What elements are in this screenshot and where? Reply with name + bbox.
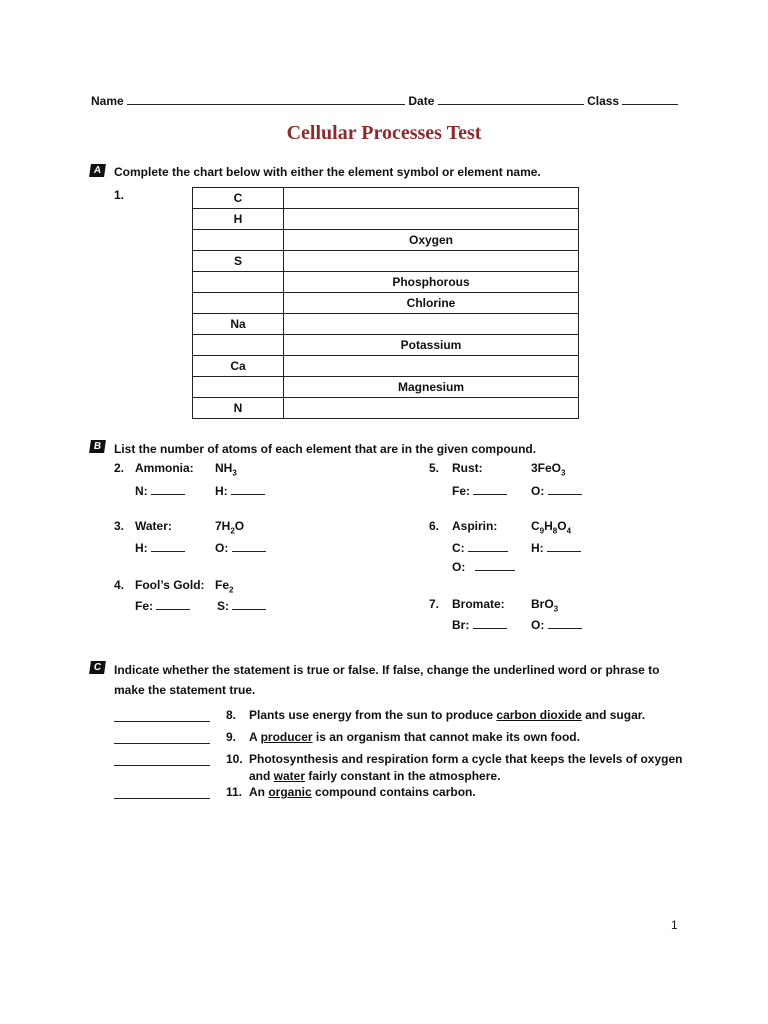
symbol-cell[interactable]: Ca (193, 356, 284, 377)
q6-formula (531, 519, 571, 535)
name-cell[interactable] (284, 356, 579, 377)
symbol-cell[interactable] (193, 293, 284, 314)
answer-label: N: (135, 484, 148, 498)
q5-number: 5. (429, 461, 440, 475)
formula-sub: 3 (561, 468, 566, 478)
table-row (193, 272, 579, 293)
symbol-cell[interactable] (193, 335, 284, 356)
section-c-instruction-1: Indicate whether the statement is true or false. If false, change the underlined word or phrase to (114, 663, 660, 677)
answer-blank[interactable] (232, 539, 266, 552)
q10-answer-blank[interactable] (114, 753, 210, 766)
symbol-cell[interactable]: C (193, 188, 284, 209)
answer-blank[interactable] (548, 482, 582, 495)
q8-answer-blank[interactable] (114, 709, 210, 722)
answer-label: Fe: (135, 599, 153, 613)
answer-label: Fe: (452, 484, 470, 498)
q11-number: 11. (226, 785, 243, 799)
answer-blank[interactable] (232, 597, 266, 610)
q6-answer-3 (452, 558, 515, 574)
formula-part: BrO (531, 597, 554, 611)
q4-label: Fool’s Gold: (135, 578, 205, 592)
q6-label: Aspirin: (452, 519, 498, 533)
name-cell[interactable]: Potassium (284, 335, 579, 356)
q8-number: 8. (226, 708, 237, 722)
q3-label: Water: (135, 519, 172, 533)
formula-part: 7H (215, 519, 231, 533)
q2-formula (215, 461, 237, 477)
q7-answer-1 (452, 616, 507, 632)
q9-number: 9. (226, 730, 237, 744)
formula-sub: 2 (229, 585, 234, 595)
section-c-icon: C (89, 661, 106, 674)
table-row (193, 251, 579, 272)
q2-number: 2. (114, 461, 125, 475)
formula-sub: 3 (553, 604, 559, 614)
q6-answer-1 (452, 539, 508, 555)
underlined-term: carbon dioxide (496, 708, 582, 722)
header-line (91, 92, 678, 108)
name-label: Name (91, 94, 124, 108)
underlined-term: organic (268, 785, 312, 799)
element-table (192, 187, 579, 419)
symbol-cell[interactable] (193, 377, 284, 398)
name-cell[interactable]: Phosphorous (284, 272, 579, 293)
q7-answer-2 (531, 616, 582, 632)
statement-text: and sugar. (581, 708, 646, 722)
statement-text: is an organism that cannot make its own food. (312, 730, 580, 744)
q3-answer-1 (135, 539, 185, 555)
q3-number: 3. (114, 519, 125, 533)
q5-answer-1 (452, 482, 507, 498)
formula-part: Fe (215, 578, 230, 592)
symbol-cell[interactable]: Na (193, 314, 284, 335)
q7-formula (531, 597, 558, 613)
q10-statement-line-2 (249, 769, 500, 783)
question-1-number: 1. (114, 188, 125, 202)
answer-label: Br: (452, 618, 470, 632)
table-row (193, 209, 579, 230)
name-cell[interactable] (284, 209, 579, 230)
q7-label: Bromate: (452, 597, 505, 611)
q6-number: 6. (429, 519, 440, 533)
section-b-instruction: List the number of atoms of each element that are in the given compound. (114, 442, 537, 456)
answer-label: C: (452, 541, 465, 555)
name-cell[interactable] (284, 251, 579, 272)
statement-text: Plants use energy from the sun to produce (249, 708, 497, 722)
formula-part: O (234, 519, 245, 533)
table-row (193, 356, 579, 377)
statement-text: compound contains carbon. (311, 785, 476, 799)
q6-answer-2 (531, 539, 581, 555)
table-row (193, 377, 579, 398)
table-row (193, 398, 579, 419)
answer-blank[interactable] (547, 539, 581, 552)
date-field[interactable] (438, 92, 584, 105)
formula-part: H (544, 519, 553, 533)
name-cell[interactable]: Oxygen (284, 230, 579, 251)
class-label: Class (587, 94, 620, 108)
formula-part: C (531, 519, 540, 533)
q4-number: 4. (114, 578, 125, 592)
statement-text: An (249, 785, 269, 799)
section-a-instruction: Complete the chart below with either the element symbol or element name. (114, 165, 541, 179)
q2-answer-2 (215, 482, 265, 498)
section-a-icon: A (89, 164, 106, 177)
q5-formula (531, 461, 565, 477)
answer-label: H: (215, 484, 228, 498)
section-c-instruction-2: make the statement true. (114, 683, 256, 697)
symbol-cell[interactable] (193, 272, 284, 293)
statement-text: A (249, 730, 261, 744)
q9-answer-blank[interactable] (114, 731, 210, 744)
name-cell[interactable]: Magnesium (284, 377, 579, 398)
answer-label: O: (215, 541, 229, 555)
answer-blank[interactable] (548, 616, 582, 629)
symbol-cell[interactable]: H (193, 209, 284, 230)
answer-label: H: (531, 541, 544, 555)
q4-answer-1 (135, 597, 190, 613)
formula-sub: 8 (552, 526, 558, 536)
table-row (193, 314, 579, 335)
q11-answer-blank[interactable] (114, 786, 210, 799)
formula-sub: 2 (230, 526, 235, 536)
table-row (193, 293, 579, 314)
table-row (193, 230, 579, 251)
answer-label: O: (531, 484, 545, 498)
symbol-cell[interactable]: N (193, 398, 284, 419)
answer-label: H: (135, 541, 148, 555)
section-b-icon: B (89, 440, 106, 453)
name-field[interactable] (127, 92, 405, 105)
underlined-term: producer (260, 730, 313, 744)
name-cell[interactable] (284, 398, 579, 419)
answer-blank[interactable] (473, 482, 507, 495)
answer-blank[interactable] (151, 482, 185, 495)
answer-label: O: (452, 560, 466, 574)
answer-blank[interactable] (151, 539, 185, 552)
symbol-cell[interactable]: S (193, 251, 284, 272)
q2-label: Ammonia: (135, 461, 194, 475)
answer-blank[interactable] (468, 539, 508, 552)
q8-statement (249, 708, 645, 722)
answer-blank[interactable] (231, 482, 265, 495)
table-row (193, 335, 579, 356)
q2-answer-1 (135, 482, 185, 498)
q5-label: Rust: (452, 461, 483, 475)
answer-blank[interactable] (473, 616, 507, 629)
table-row (193, 188, 579, 209)
symbol-cell[interactable] (193, 230, 284, 251)
formula-sub: 9 (539, 526, 545, 536)
answer-label: O: (531, 618, 545, 632)
q7-number: 7. (429, 597, 440, 611)
name-cell[interactable] (284, 314, 579, 335)
q11-statement (249, 785, 476, 799)
q3-formula (215, 519, 244, 535)
answer-label: S: (217, 599, 229, 613)
q5-answer-2 (531, 482, 582, 498)
formula-sub: 3 (232, 468, 237, 478)
statement-text: fairly constant in the atmosphere. (305, 769, 501, 783)
date-label: Date (408, 94, 435, 108)
q4-formula (215, 578, 233, 594)
answer-blank[interactable] (475, 558, 515, 571)
underlined-term: water (273, 769, 306, 783)
formula-part: 3FeO (531, 461, 562, 475)
formula-part: NH (215, 461, 233, 475)
answer-blank[interactable] (156, 597, 190, 610)
q3-answer-2 (215, 539, 266, 555)
formula-part: O (557, 519, 567, 533)
page-title: Cellular Processes Test (286, 122, 482, 144)
q10-statement-line-1: Photosynthesis and respiration form a cycle that keeps the levels of oxygen (249, 752, 683, 766)
class-field[interactable] (622, 92, 678, 105)
q4-answer-2 (217, 597, 266, 613)
page-number: 1 (671, 918, 678, 932)
statement-text: and (249, 769, 274, 783)
name-cell[interactable] (284, 188, 579, 209)
name-cell[interactable]: Chlorine (284, 293, 579, 314)
q9-statement (249, 730, 580, 744)
q10-number: 10. (226, 752, 243, 766)
formula-sub: 4 (566, 526, 572, 536)
